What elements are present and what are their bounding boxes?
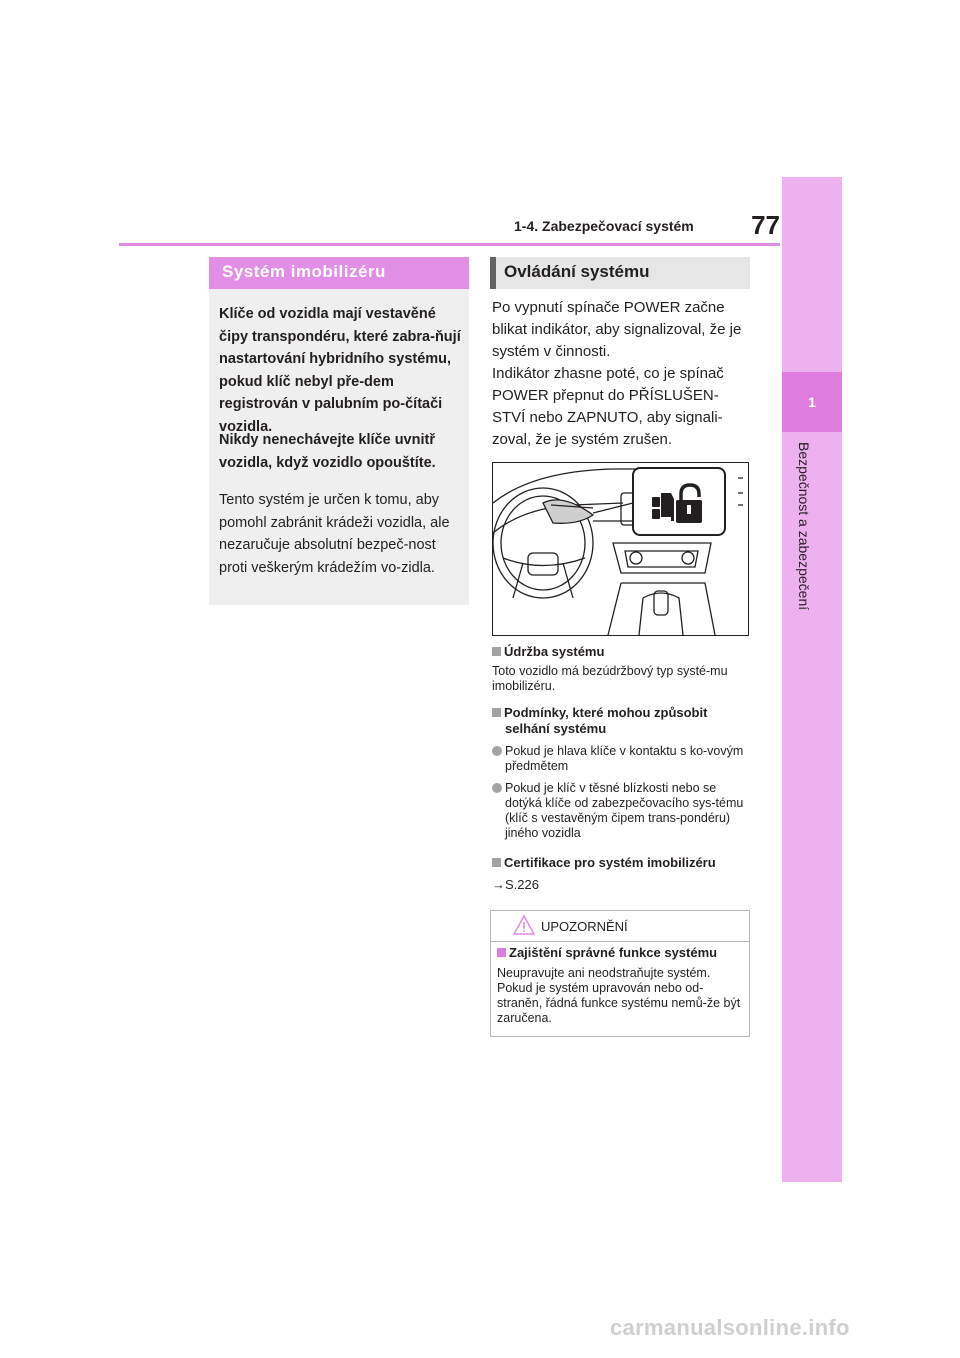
chapter-title: Bezpečnost a zabezpečení xyxy=(796,442,812,611)
warning-box xyxy=(490,910,750,1037)
failure-title-row xyxy=(492,705,752,737)
warning-subtitle: Zajištění správné funkce systému xyxy=(509,945,718,960)
failure-title: Podmínky, které mohou způsobit selhání systému xyxy=(504,705,708,736)
failure-bullet-2 xyxy=(492,781,752,841)
failure-bullet-1-text: Pokud je hlava klíče v kontaktu s ko-vovým předmětem xyxy=(505,744,744,773)
system-operation-intro xyxy=(492,297,752,451)
system-operation-title: Ovládání systému xyxy=(504,262,650,281)
round-bullet-icon xyxy=(492,746,502,756)
square-bullet-icon xyxy=(492,858,501,867)
immobilizer-box-title: Systém imobilizéru xyxy=(222,262,386,281)
chapter-side-tab xyxy=(782,177,842,1182)
chapter-number-tab xyxy=(782,372,842,432)
failure-section xyxy=(492,705,752,841)
immobilizer-para-2: Nikdy nenechávejte klíče uvnitř vozidla, když vozidlo opouštíte. xyxy=(219,432,436,471)
warning-text: Neupravujte ani neodstraňujte systém. Pokud je systém upravován nebo od-straněn, řádná funkce systému nemů-že být zaručena. xyxy=(497,966,741,1025)
chapter-number: 1 xyxy=(808,394,816,410)
warning-triangle-icon xyxy=(513,915,535,935)
round-bullet-icon xyxy=(492,783,502,793)
certification-section xyxy=(492,855,752,893)
square-bullet-icon xyxy=(492,647,501,656)
header-rule xyxy=(119,243,780,246)
header-accent-bar xyxy=(490,257,496,289)
dashboard-illustration xyxy=(492,462,749,636)
maintenance-text: Toto vozidlo má bezúdržbový typ systé-mu imobilizéru. xyxy=(492,664,728,693)
failure-bullet-1 xyxy=(492,744,752,774)
warning-header xyxy=(491,911,749,942)
cert-title-row xyxy=(492,855,752,871)
immobilizer-para-1: Klíče od vozidla mají vestavěné čipy transpondéru, které zabra-ňují nastartování hybridního systému, pokud klíč nebyl pře-dem registrován v palubním po-čítači vozidla. xyxy=(219,306,461,435)
cert-page-reference[interactable]: →S.226 xyxy=(492,877,539,892)
watermark: carmanualsonline.info xyxy=(610,1315,850,1340)
page-number: 77 xyxy=(751,210,780,240)
intro-paragraph-2: Indikátor zhasne poté, co je spínač POWER přepnut do PŘÍSLUŠEN-STVÍ nebo ZAPNUTO, aby signali-zoval, že je systém zrušen. xyxy=(492,365,724,448)
maintenance-section xyxy=(492,644,752,694)
maintenance-title-row xyxy=(492,644,752,660)
cert-title: Certifikace pro systém imobilizéru xyxy=(504,855,716,870)
system-operation-header xyxy=(490,257,750,289)
warning-label: UPOZORNĚNÍ xyxy=(541,919,628,934)
square-bullet-icon xyxy=(492,708,501,717)
section-title: 1-4. Zabezpečovací systém xyxy=(514,218,694,234)
intro-paragraph-1: Po vypnutí spínače POWER začne blikat indikátor, aby signalizoval, že je systém v činnosti. xyxy=(492,299,742,360)
warning-subtitle-row xyxy=(497,945,717,960)
maintenance-title: Údržba systému xyxy=(504,644,605,659)
dashboard-drawing xyxy=(493,463,748,635)
immobilizer-para-3: Tento systém je určen k tomu, aby pomohl zabránit krádeži vozidla, ale nezaručuje absolutní bezpeč-nost proti veškerým krádežím vo-zidla. xyxy=(219,492,450,576)
immobilizer-box xyxy=(209,289,469,605)
square-bullet-icon xyxy=(497,948,506,957)
immobilizer-box-header xyxy=(209,257,469,289)
failure-bullet-2-text: Pokud je klíč v těsné blízkosti nebo se dotýká klíče od zabezpečovacího sys-tému (klíč s vestavěným čipem trans-pondéru) jiného vozidla xyxy=(505,781,744,840)
